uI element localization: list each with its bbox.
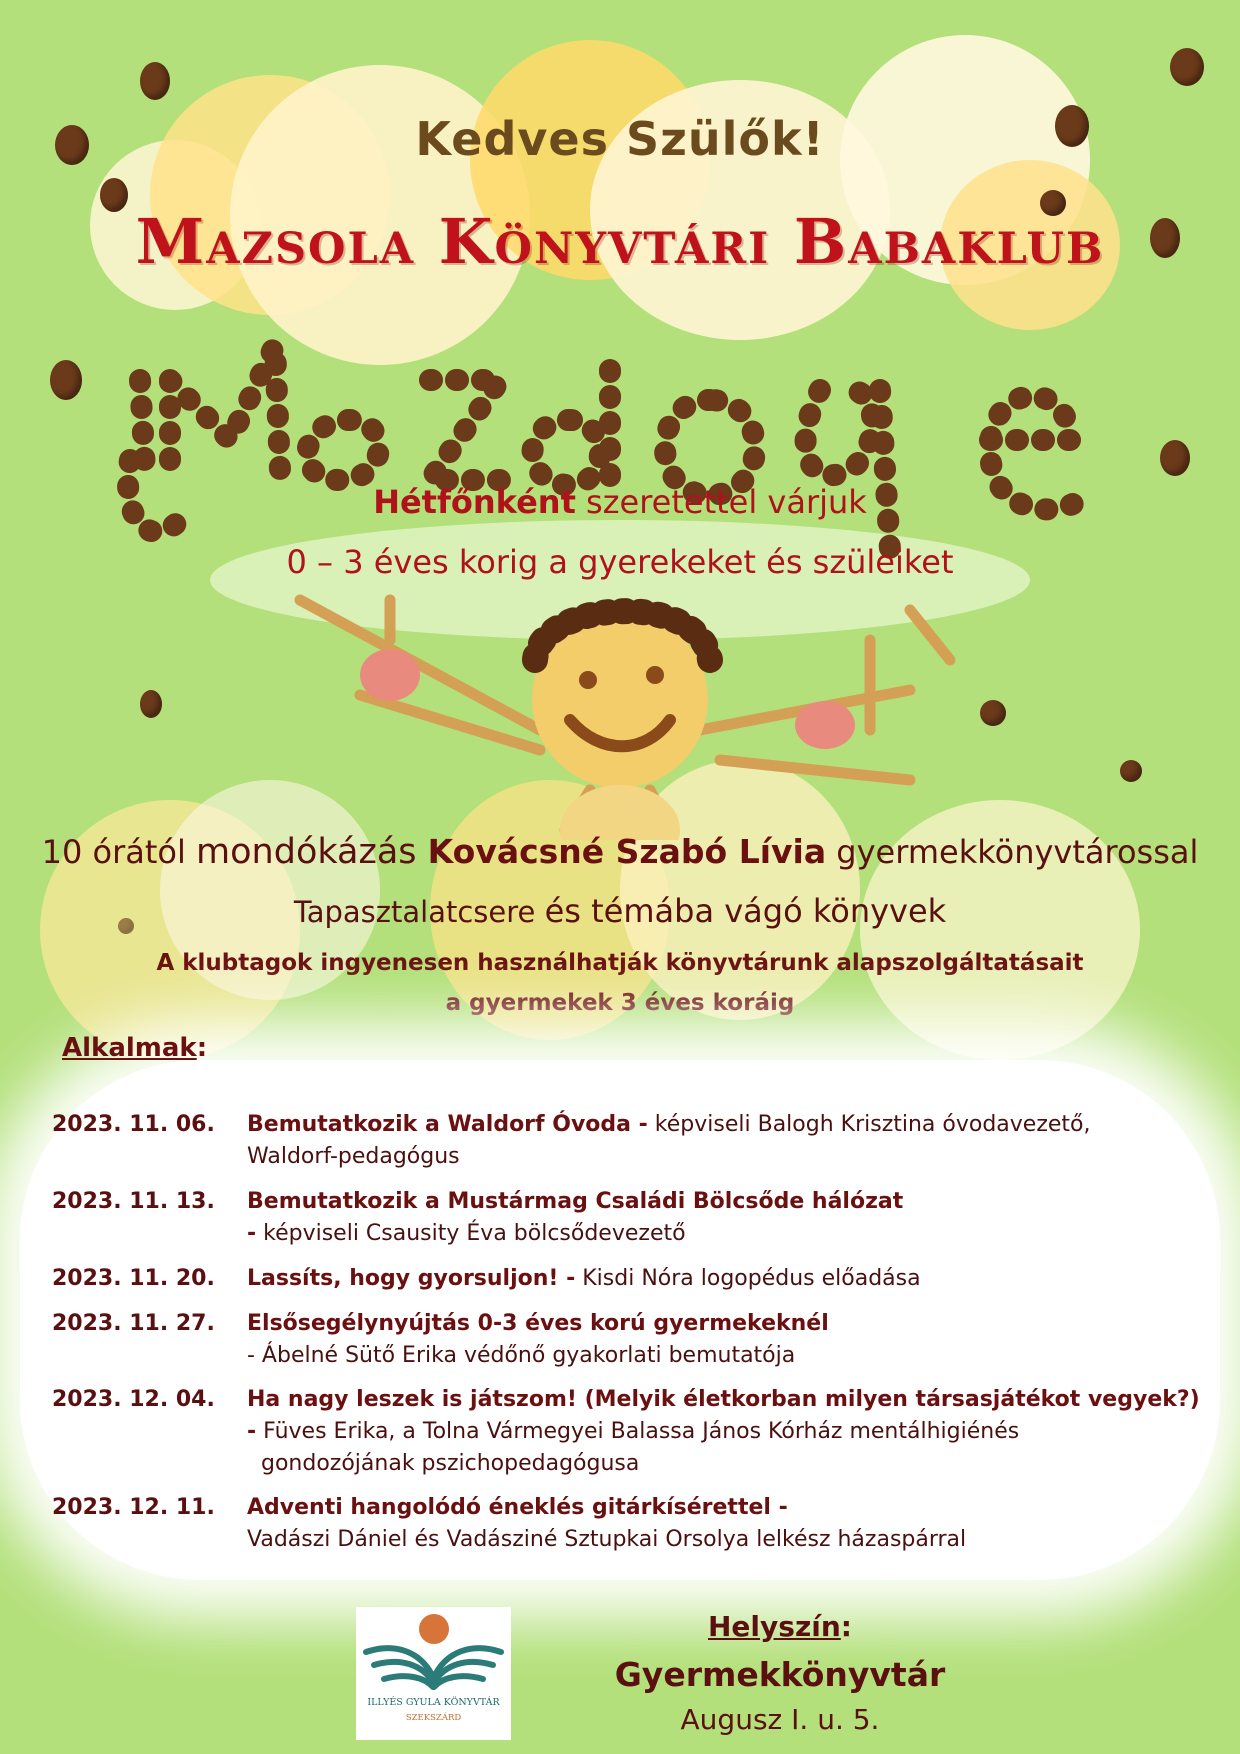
program-books: és témába vágó könyvek (544, 892, 947, 930)
schedule-desc (247, 1109, 1207, 1173)
raisin (50, 360, 82, 400)
schedule-title: Lassíts, hogy gyorsuljon! - (247, 1266, 576, 1291)
schedule-detail-2: Waldorf-pedagógus (247, 1144, 460, 1169)
schedule-detail: képviseli Balogh Krisztina óvodavezető, (647, 1112, 1091, 1137)
schedule-heading-colon: : (196, 1033, 208, 1063)
schedule-desc (247, 1263, 1207, 1295)
intro-line-1 (0, 483, 1240, 521)
program-line-1 (0, 832, 1240, 872)
schedule-desc (247, 1186, 1207, 1250)
intro-line-2: 0 – 3 éves korig a gyerekeket és szüleiket (286, 543, 954, 581)
program-host: Kovácsné Szabó Lívia (427, 832, 827, 871)
schedule-date: 2023. 12. 11. (52, 1495, 215, 1520)
schedule-heading-label: Alkalmak (62, 1033, 197, 1063)
raisin (1170, 48, 1204, 86)
raisin (1160, 440, 1190, 476)
raisin (140, 62, 170, 100)
program-line-2 (0, 892, 1240, 930)
schedule-desc (247, 1384, 1207, 1480)
schedule-title: Bemutatkozik a Waldorf Óvoda - (247, 1112, 648, 1137)
open-book-sun-icon (356, 1607, 511, 1702)
schedule-detail-2: Vadászi Dániel és Vadásziné Sztupkai Orsolya lelkész házaspárral (247, 1527, 967, 1552)
raisin-lettering-image (90, 320, 1150, 570)
schedule-date: 2023. 12. 04. (52, 1387, 215, 1412)
schedule-detail: Kisdi Nóra logopédus előadása (575, 1266, 921, 1291)
schedule-desc (247, 1492, 1207, 1556)
intro-day: Hétfőnként (373, 483, 576, 521)
location-address: Augusz I. u. 5. (680, 1703, 880, 1736)
intro-text: szeretettel várjuk (575, 483, 867, 521)
schedule-dash: - (247, 1419, 257, 1444)
schedule-detail-2: Füves Erika, a Tolna Vármegyei Balassa János Kórház mentálhigiénés (256, 1419, 1020, 1444)
schedule-dash: - (247, 1221, 257, 1246)
schedule-desc (247, 1308, 1207, 1372)
schedule-date: 2023. 11. 13. (52, 1189, 215, 1214)
raisin (980, 700, 1006, 726)
schedule-detail-2: képviseli Csausity Éva bölcsődevezető (256, 1221, 686, 1246)
program-exchange: Tapasztalatcsere (293, 895, 545, 929)
program-host-role: gyermekkönyvtárossal (826, 833, 1199, 871)
program-line-3: A klubtagok ingyenesen használhatják könyvtárunk alapszolgáltatásait (156, 950, 1084, 976)
location-label-text: Helyszín (708, 1610, 841, 1643)
logo-library-name: ILLYÉS GYULA KÖNYVTÁR (367, 1697, 500, 1708)
schedule-detail-3: gondozójának pszichopedagógusa (261, 1451, 640, 1476)
raisin (140, 690, 162, 718)
schedule-date: 2023. 11. 06. (52, 1112, 215, 1137)
raisin (1120, 760, 1142, 782)
schedule-date: 2023. 11. 20. (52, 1266, 215, 1291)
location-label-colon: : (840, 1610, 852, 1643)
program-activity: mondókázás (196, 832, 428, 872)
location-name: Gyermekkönyvtár (614, 1655, 946, 1694)
schedule-heading (62, 1033, 207, 1063)
schedule-title: Bemutatkozik a Mustármag Családi Bölcsőde hálózat (247, 1189, 904, 1214)
program-time: 10 órától (41, 833, 197, 871)
logo-city: SZEKSZÁRD (405, 1713, 462, 1723)
program-line-4: a gyermekek 3 éves koráig (445, 990, 795, 1016)
schedule-date: 2023. 11. 27. (52, 1311, 215, 1336)
location-label (620, 1610, 940, 1643)
schedule-title: Elsősegélynyújtás 0-3 éves korú gyermekeknél (247, 1311, 829, 1336)
schedule-detail-2: - Ábelné Sütő Erika védőnő gyakorlati bemutatója (247, 1343, 796, 1368)
greeting: Kedves Szülők! (415, 112, 825, 166)
schedule-title: Adventi hangolódó éneklés gitárkísérettel - (247, 1495, 788, 1520)
page-title: Mazsola Könyvtári Babaklub (135, 205, 1105, 278)
schedule-title: Ha nagy leszek is játszom! (Melyik életkorban milyen társasjátékot vegyek?) (247, 1387, 1200, 1412)
biscuit-figure-image (270, 580, 970, 840)
library-logo (356, 1607, 511, 1740)
